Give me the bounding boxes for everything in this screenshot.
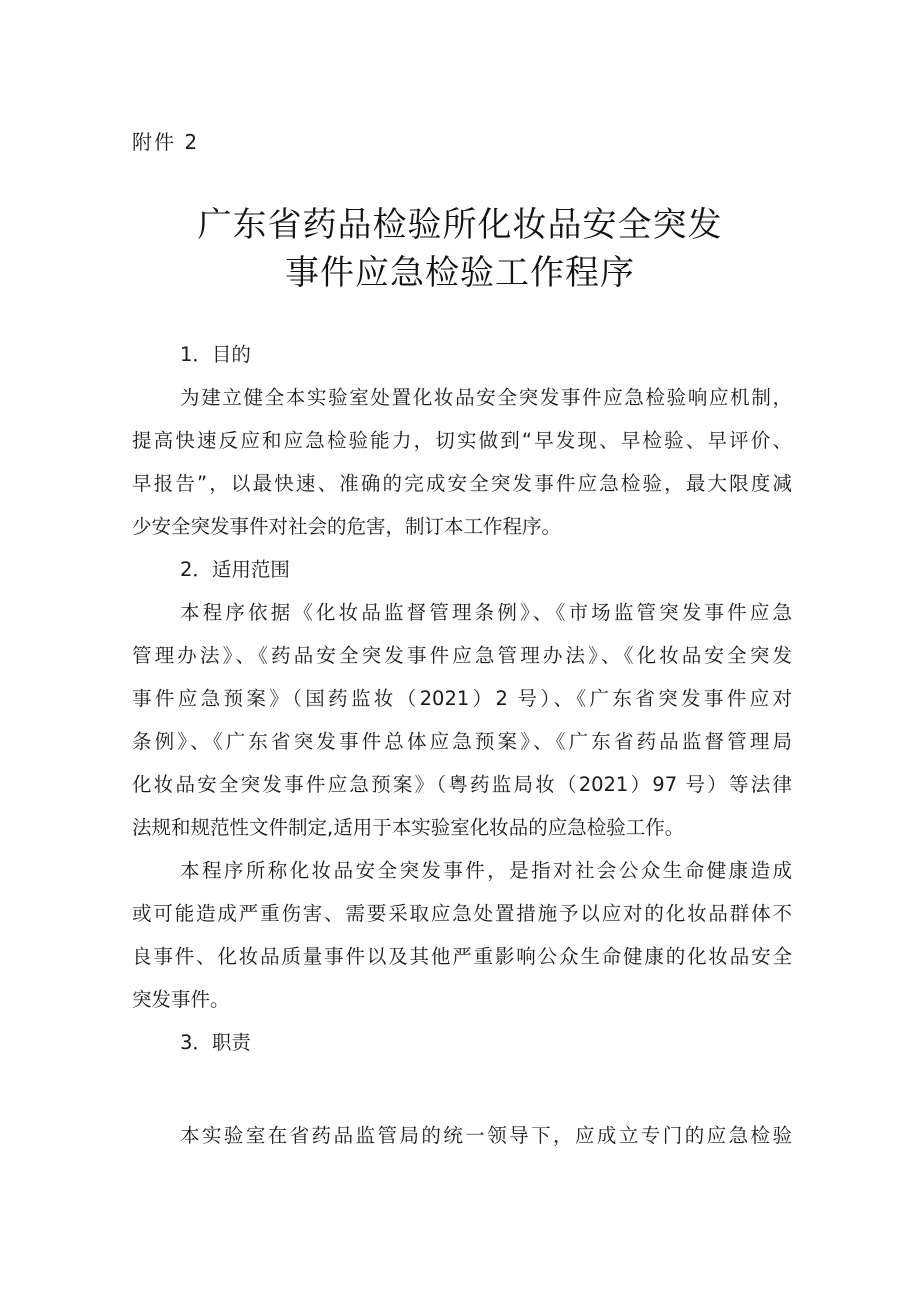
paragraph-line: 提高快速反应和应急检验能力，切实做到“早发现、早检验、早评价、: [132, 429, 792, 452]
paragraph-line: 本程序所称化妆品安全突发事件，是指对社会公众生命健康造成: [180, 859, 792, 882]
paragraph-line: 早报告”，以最快速、准确的完成安全突发事件应急检验，最大限度减: [132, 472, 792, 495]
paragraph-line: 法规和规范性文件制定,适用于本实验室化妆品的应急检验工作。: [132, 816, 685, 839]
paragraph-line: 突发事件。: [132, 988, 230, 1011]
document-title-line-2: 事件应急检验工作程序: [285, 253, 635, 293]
paragraph-line: 化妆品安全突发事件应急预案》（粤药监局妆（2021）97 号）等法律: [132, 773, 792, 796]
section-2-heading: 2．适用范围: [180, 558, 290, 581]
paragraph-line: 为建立健全本实验室处置化妆品安全突发事件应急检验响应机制，: [180, 386, 792, 409]
paragraph-line: 管理办法》、《药品安全突发事件应急管理办法》、《化妆品安全突发: [132, 644, 792, 667]
paragraph-line: 或可能造成严重伤害、需要采取应急处置措施予以应对的化妆品群体不: [132, 902, 792, 925]
paragraph-line: 条例》、《广东省突发事件总体应急预案》、《广东省药品监督管理局: [132, 730, 792, 753]
paragraph-line: 本程序依据《化妆品监督管理条例》、《市场监管突发事件应急: [180, 601, 792, 624]
paragraph-line: 本实验室在省药品监管局的统一领导下，应成立专门的应急检验: [180, 1124, 792, 1147]
paragraph-line: 少安全突发事件对社会的危害，制订本工作程序。: [132, 515, 562, 538]
section-1-heading: 1．目的: [180, 343, 251, 366]
paragraph-line: 事件应急预案》（国药监妆（2021）2 号）、《广东省突发事件应对: [132, 687, 792, 710]
section-3-heading: 3．职责: [180, 1031, 251, 1054]
document-title-line-1: 广东省药品检验所化妆品安全突发: [197, 205, 723, 245]
paragraph-line: 良事件、化妆品质量事件以及其他严重影响公众生命健康的化妆品安全: [132, 945, 792, 968]
attachment-label: 附件 2: [132, 130, 200, 154]
